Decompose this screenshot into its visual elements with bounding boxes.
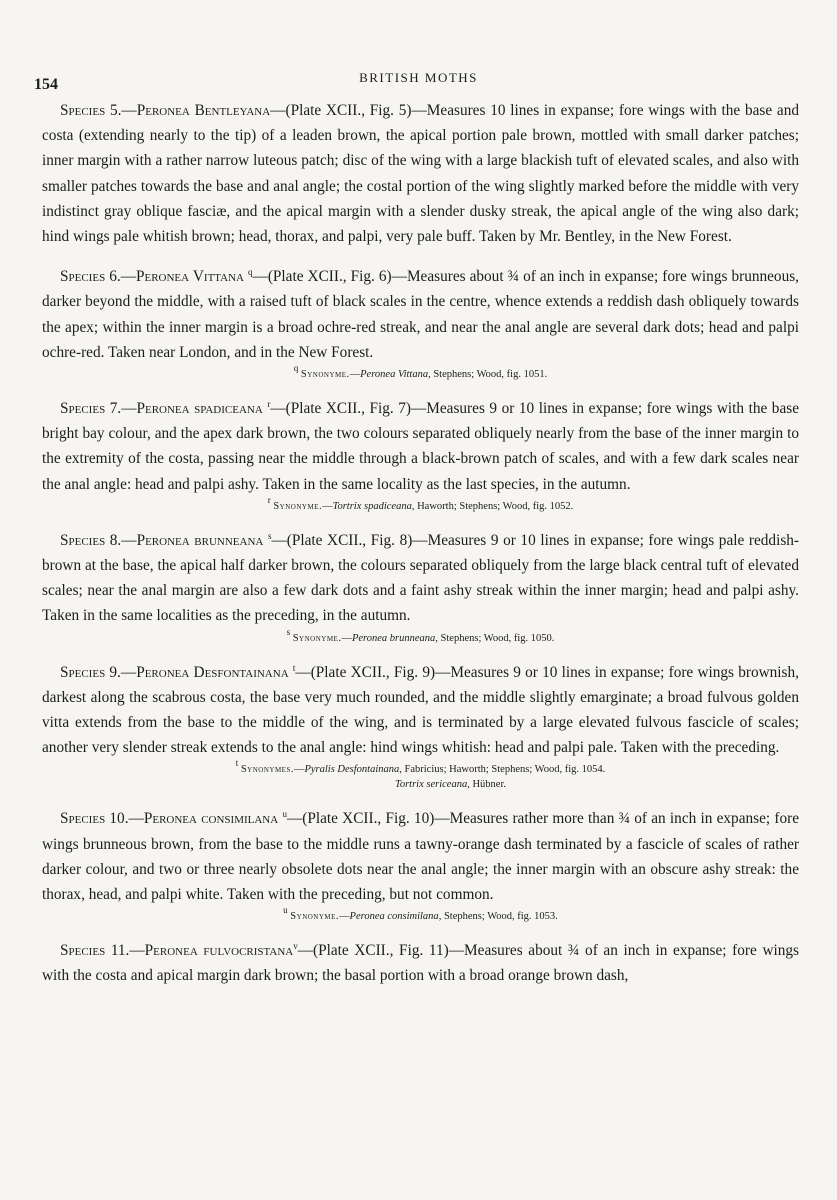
species-description: (Plate XCII., Fig. 11)—Measures about ¾ of an inch in expanse; fore wings with the costa and apical margin dark brown; the basal portion with a broad orange brown dash, — [42, 942, 799, 985]
species-label: Species 5. — [60, 102, 122, 119]
synonym-label: Synonyme. — [273, 500, 323, 512]
species-entry — [42, 806, 799, 924]
synonym-footnote — [42, 494, 799, 514]
species-label: Species 11. — [60, 942, 130, 960]
page-content — [42, 98, 799, 989]
footnote-mark: v — [293, 941, 298, 952]
species-description: (Plate XCII., Fig. 5)—Measures 10 lines in expanse; fore wings with the base and costa (extending nearly to the tip) of a leaden brown, the apical portion pale brown, mottled with small darker patches; inner margin with a rather narrow luteous patch; disc of the wing with a large blackish tuft of elevated scales, and also with smaller patches towards the base and anal angle; the costal portion of the wing slightly marked before the middle with very indistinct gray oblique fasciæ, and the apical margin with a slender dusky streak, the apical angle of the wing also dark; hind wings pale whitish brown; head, thorax, and palpi, very pale buff. Taken by Mr. Bentley, in the New Forest. — [42, 102, 799, 246]
footnote-mark: q — [248, 267, 253, 278]
synonym-line — [42, 777, 799, 792]
synonym-mark: t — [235, 758, 239, 769]
footnote-mark: s — [267, 530, 272, 541]
species-label: Species 10. — [60, 810, 129, 828]
synonym-footnote — [42, 626, 799, 646]
synonym-reference: , Stephens; Wood, fig. 1050. — [435, 632, 555, 644]
synonym-reference: , Haworth; Stephens; Wood, fig. 1052. — [411, 500, 574, 512]
species-name: Peronea Bentleyana — [136, 102, 271, 119]
species-label: Species 6. — [60, 268, 121, 286]
species-name: Peronea brunneana — [136, 531, 264, 549]
synonym-footnote — [42, 363, 799, 382]
synonym-mark: r — [267, 494, 271, 505]
species-paragraph: Species 8.—Peronea brunneana $^s$—(Plate XCII., Fig. 8)—Measures 9 or 10 lines in expanse; fore wings pale reddish-brown at the base, the apical half darker brown, the colours separated obliquely from the large black central tuft of elevated scales; near the anal margin are also a few dark dots and a faint ashy streak within the inner margin; head and palpi ashy. Taken in the same localities as the preceding, in the autumn. — [42, 530, 800, 625]
species-label: Species 7. — [60, 400, 122, 418]
synonym-name: Peronea consimilana — [349, 911, 439, 923]
species-entry — [42, 98, 799, 249]
species-description: (Plate XCII., Fig. 8)—Measures 9 or 10 lines in expanse; fore wings pale reddish-brown at the base, the apical half darker brown, the colours separated obliquely from the large black central tuft of elevated scales; near the anal margin are also a few dark dots and a faint ashy streak within the inner margin; head and palpi ashy. Taken in the same localities as the preceding, in the autumn. — [42, 531, 800, 625]
synonym-reference: , Hübner. — [467, 779, 507, 791]
synonym-label: Synonyme. — [290, 911, 340, 923]
synonym-label: Synonyme. — [300, 369, 350, 381]
page-number: 154 — [34, 76, 58, 93]
synonym-name: Peronea Vittana — [360, 369, 429, 381]
species-name: Peronea Desfontainana — [136, 663, 289, 681]
running-title: BRITISH MOTHS — [359, 70, 478, 85]
species-description: (Plate XCII., Fig. 10)—Measures rather more than ¾ of an inch in expanse; fore wings brunneous brown, from the base to the middle runs a tawny-orange dash terminated by a fascicle of scales of rather darker colour, and two or three nearly obsolete dots near the anal angle; the inner margin with an obscure ashy streak: the thorax, head, and palpi white. Taken with the preceding, but not common. — [42, 810, 799, 904]
species-name: Peronea consimilana — [143, 810, 279, 828]
synonym-name: Pyralis Desfontainana — [304, 764, 400, 776]
species-paragraph: Species 7.—Peronea spadiceana $^r$—(Plate XCII., Fig. 7)—Measures 9 or 10 lines in expanse; fore wings with the base bright bay colour, and the apex dark brown, the two colours separated obliquely nearly from the base of the inner margin to the extremity of the costa, passing near the middle through a black-brown patch of scales, and with a few dark scales near the anal angle: head and palpi ashy. Taken in the same locality as the last species, in the autumn. — [42, 399, 799, 493]
synonym-line: $^r$ Synonyme.—Tortrix spadiceana, Haworth; Stephens; Wood, fig. 1052. — [267, 494, 574, 512]
species-paragraph: Species 11.—Peronea fulvocristana$^v$—(Plate XCII., Fig. 11)—Measures about ¾ of an inch in expanse; fore wings with the costa and apical margin dark brown; the basal portion with a broad orange brown dash, — [42, 941, 799, 985]
synonym-line: $^u$ Synonyme.—Peronea consimilana, Stephens; Wood, fig. 1053. — [283, 905, 558, 923]
synonym-mark: s — [286, 626, 291, 637]
synonym-footnote — [42, 905, 799, 924]
synonym-name: Tortrix sericeana — [394, 779, 468, 791]
synonym-mark: u — [283, 905, 288, 916]
synonym-footnote — [42, 758, 799, 792]
synonym-line: $^t$ Synonymes.—Pyralis Desfontainana, Fabricius; Haworth; Stephens; Wood, fig. 1054. — [235, 758, 606, 776]
species-label: Species 9. — [60, 663, 121, 681]
synonym-name: Peronea brunneana — [351, 632, 436, 644]
species-entry — [42, 660, 799, 793]
species-paragraph: Species 6.—Peronea Vittana $^q$—(Plate XCII., Fig. 6)—Measures about ¾ of an inch in expanse; fore wings brunneous, darker beyond the middle, with a raised tuft of black scales in the centre, whence extends a reddish dash obliquely towards the apex; within the inner margin is a broad ochre-red streak, and near the anal angle are several dark dots; head and palpi ochre-red. Taken near London, and in the New Forest. — [42, 267, 800, 361]
species-name: Peronea fulvocristana — [144, 942, 294, 960]
footnote-mark: u — [282, 809, 287, 820]
synonym-mark: q — [293, 363, 299, 374]
species-name: Peronea Vittana — [135, 268, 244, 286]
species-description: (Plate XCII., Fig. 6)—Measures about ¾ of an inch in expanse; fore wings brunneous, darker beyond the middle, with a raised tuft of black scales in the centre, whence extends a reddish dash obliquely towards the apex; within the inner margin is a broad ochre-red streak, and near the anal angle are several dark dots; head and palpi ochre-red. Taken near London, and in the New Forest. — [42, 268, 800, 361]
species-entry — [42, 938, 799, 988]
synonym-label: Synonymes. — [240, 764, 294, 776]
synonym-reference: , Fabricius; Haworth; Stephens; Wood, fig. 1054. — [399, 764, 606, 776]
synonym-name: Tortrix spadiceana — [332, 500, 412, 512]
species-description: (Plate XCII., Fig. 9)—Measures 9 or 10 lines in expanse; fore wings brownish, darkest along the scabrous costa, the base very much rounded, and the middle slightly emarginate; a broad fulvous golden vitta extends from the base to the middle of the wing, and is terminated by a large elevated fulvous fascicle of scales; another very slender streak extends to the anal angle: hind wings whitish: head and palpi pale. Taken with the preceding. — [42, 663, 799, 757]
species-paragraph: Species 10.—Peronea consimilana $^u$—(Plate XCII., Fig. 10)—Measures rather more than ¾ of an inch in expanse; fore wings brunneous brown, from the base to the middle runs a tawny-orange dash terminated by a fascicle of scales of rather darker colour, and two or three nearly obsolete dots near the anal angle; the inner margin with an obscure ashy streak: the thorax, head, and palpi white. Taken with the preceding, but not common. — [42, 809, 799, 904]
species-entry — [42, 396, 799, 514]
synonym-label: Synonyme. — [292, 632, 342, 644]
species-name: Peronea spadiceana — [136, 400, 263, 418]
footnote-mark: t — [292, 662, 296, 673]
synonym-line: $^q$ Synonyme.—Peronea Vittana, Stephens; Wood, fig. 1051. — [293, 363, 548, 381]
synonym-line: $^s$ Synonyme.—Peronea brunneana, Stephens; Wood, fig. 1050. — [286, 626, 555, 644]
species-entry — [42, 528, 799, 646]
species-description: (Plate XCII., Fig. 7)—Measures 9 or 10 lines in expanse; fore wings with the base bright bay colour, and the apex dark brown, the two colours separated obliquely nearly from the base of the inner margin to the extremity of the costa, passing near the middle through a black-brown patch of scales, and with a few dark scales near the anal angle: head and palpi ashy. Taken in the same locality as the last species, in the autumn. — [42, 400, 799, 493]
species-paragraph: Species 9.—Peronea Desfontainana $^t$—(Plate XCII., Fig. 9)—Measures 9 or 10 lines in expanse; fore wings brownish, darkest along the scabrous costa, the base very much rounded, and the middle slightly emarginate; a broad fulvous golden vitta extends from the base to the middle of the wing, and is terminated by a large elevated fulvous fascicle of scales; another very slender streak extends to the anal angle: hind wings whitish: head and palpi pale. Taken with the preceding. — [42, 662, 799, 757]
species-entry — [42, 264, 799, 382]
footnote-mark: r — [267, 399, 271, 410]
species-paragraph: Species 5.—Peronea Bentleyana—(Plate XCII., Fig. 5)—Measures 10 lines in expanse; fore wings with the base and costa (extending nearly to the tip) of a leaden brown, the apical portion pale brown, mottled with small darker patches; inner margin with a rather narrow luteous patch; disc of the wing with a large blackish tuft of elevated scales, and also with smaller patches towards the base and anal angle; the costal portion of the wing slightly marked before the middle with very indistinct gray oblique fasciæ, and the apical margin with a slender dusky streak, the apical angle of the wing also dark; hind wings pale whitish brown; head, thorax, and palpi, very pale buff. Taken by Mr. Bentley, in the New Forest. — [42, 102, 799, 246]
synonym-reference: , Stephens; Wood, fig. 1053. — [438, 911, 558, 923]
species-label: Species 8. — [60, 531, 122, 549]
synonym-reference: , Stephens; Wood, fig. 1051. — [428, 369, 548, 381]
